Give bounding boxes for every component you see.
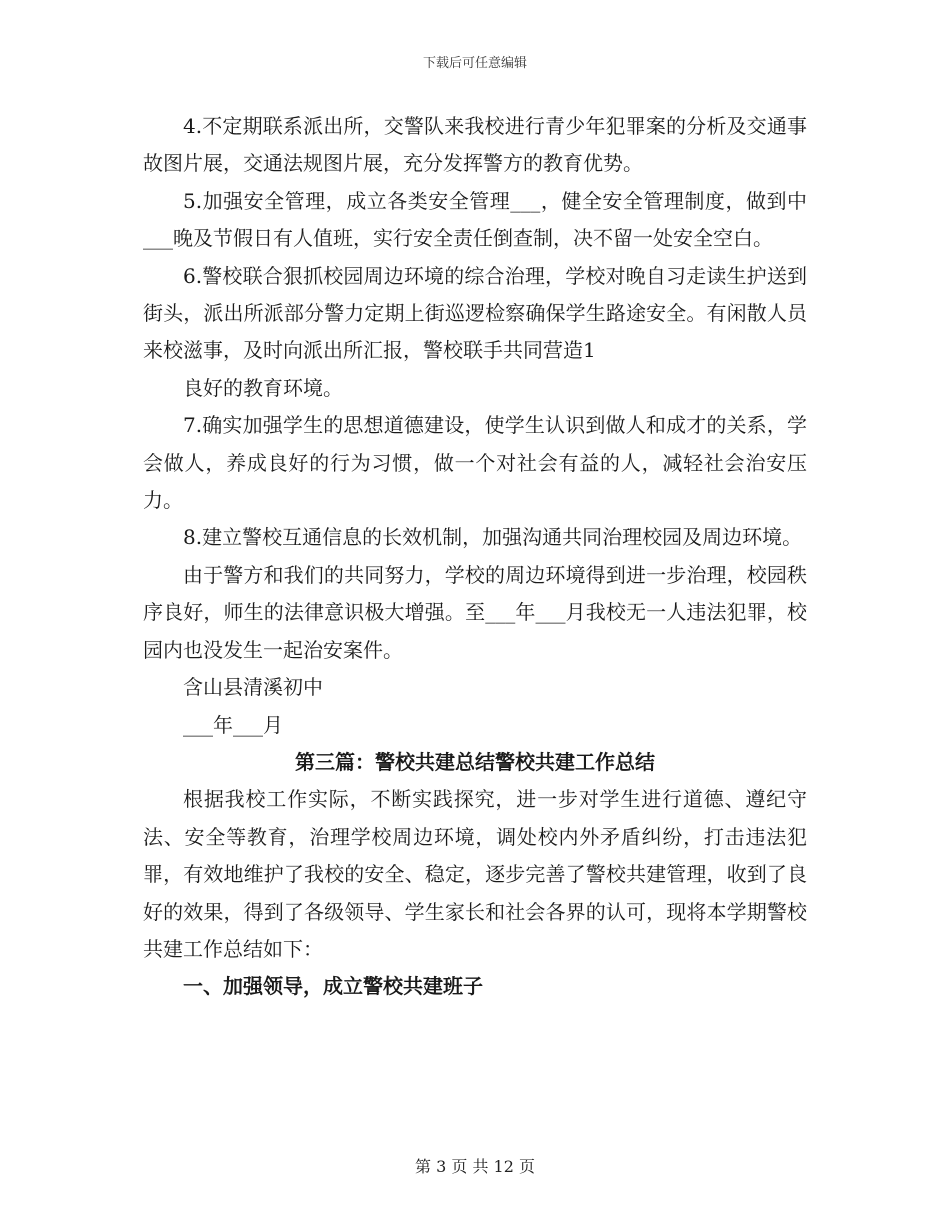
subheading: 一、加强领导，成立警校共建班子 (183, 974, 483, 999)
paragraph-item-6-continued: 良好的教育环境。 (183, 375, 343, 400)
paragraph-summary: 由于警方和我们的共同努力，学校的周边环境得到进一步治理，校园秩序良好，师生的法律意识极大增强。至___年___月我校无一人违法犯罪，校园内也没发生一起治安案件。 (143, 562, 807, 662)
paragraph-item-6: 6.警校联合狠抓校园周边环境的综合治理，学校对晚自习走读生护送到街头，派出所派部分警力定期上街巡逻检察确保学生路途安全。有闲散人员来校滋事，及时向派出所汇报，警校联手共同营造1 (143, 263, 807, 363)
document-body (143, 108, 807, 1006)
paragraph-item-4: 4.不定期联系派出所，交警队来我校进行青少年犯罪案的分析及交通事故图片展，交通法规图片展，充分发挥警方的教育优势。 (143, 114, 807, 176)
section-title: 第三篇：警校共建总结警校共建工作总结 (295, 749, 655, 774)
paragraph-item-8: 8.建立警校互通信息的长效机制，加强沟通共同治理校园及周边环境。 (183, 525, 803, 550)
paragraph-item-7: 7.确实加强学生的思想道德建设，使学生认识到做人和成才的关系，学会做人，养成良好的行为习惯，做一个对社会有益的人，减轻社会治安压力。 (143, 413, 807, 513)
paragraph-item-5: 5.加强安全管理，成立各类安全管理___，健全安全管理制度，做到中___晚及节假日有人值班，实行安全责任倒查制，决不留一处安全空白。 (143, 188, 807, 251)
signature-date: ___年___月 (183, 712, 283, 737)
page-header: 下载后可任意编辑 (422, 56, 527, 71)
intro-paragraph: 根据我校工作实际，不断实践探究，进一步对学生进行道德、遵纪守法、安全等教育，治理学校周边环境，调处校内外矛盾纠纷，打击违法犯罪，有效地维护了我校的安全、稳定，逐步完善了警校共建管理，收到了良好的效果，得到了各级领导、学生家长和社会各界的认可，现将本学期警校共建工作总结如下： (143, 787, 807, 961)
page-footer: 第 3 页 共 12 页 (415, 1157, 535, 1176)
signature-school: 含山县清溪初中 (183, 675, 323, 700)
